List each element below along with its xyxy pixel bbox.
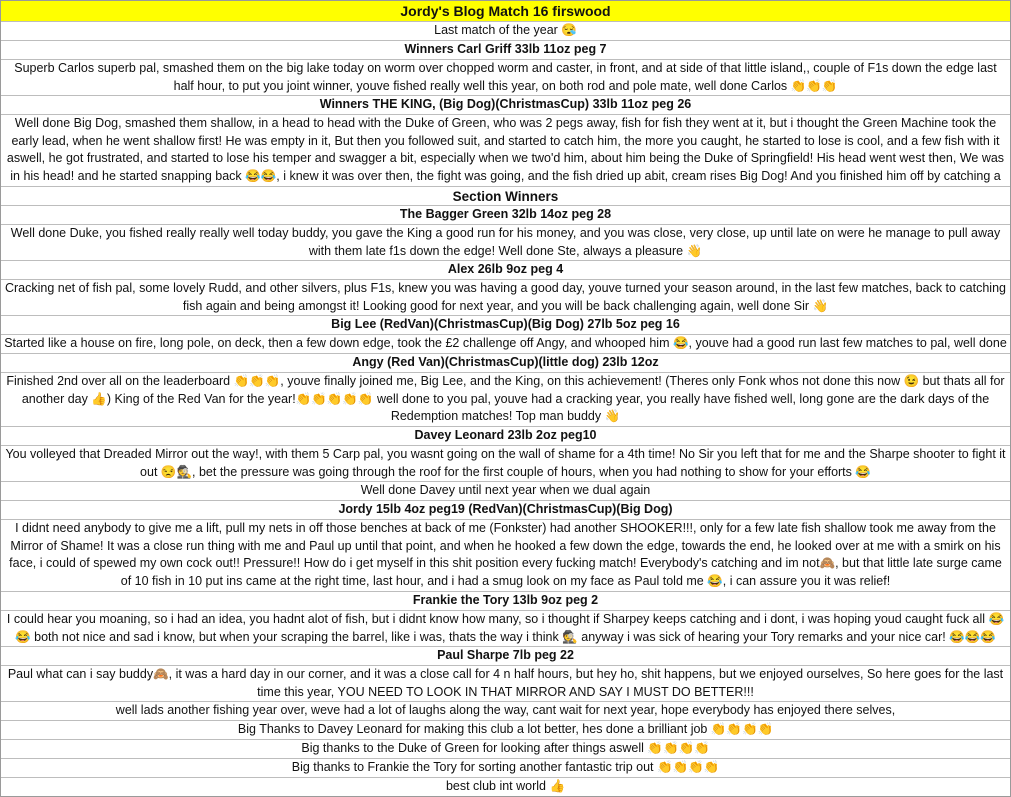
cell-text-frankie[interactable]: I could hear you moaning, so i had an idea, you hadnt alot of fish, but i didnt know how many, so i thought if Sharpey keeps catching and i dont, i was hoping youd caught fuck all 😂😂 both not nice and sad i know, but when your scraping the barrel, like i was, thats the way i think 🕵 anyway i was sick of hearing your Tory remarks and your nice car! 😂😂😂 <box>1 611 1010 647</box>
cell-heading-angy[interactable]: Angy (Red Van)(ChristmasCup)(little dog) 23lb 12oz <box>1 354 1010 373</box>
cell-heading-davey-leonard[interactable]: Davey Leonard 23lb 2oz peg10 <box>1 427 1010 446</box>
cell-text-bagger-green[interactable]: Well done Duke, you fished really really well today buddy, you gave the King a good run for his money, and you was close, very close, up until late on were he manage to pull away with them late f1s down the edge! Well done Ste, always a pleasure 👋 <box>1 225 1010 261</box>
cell-text-alex[interactable]: Cracking net of fish pal, some lovely Rudd, and other silvers, plus F1s, knew you was having a good day, youve turned your season around, in the last few matches, back to catching fish again and being amongst it! Looking good for next year, and you will be back challenging again, well done Sir 👋 <box>1 280 1010 316</box>
cell-heading-jordy[interactable]: Jordy 15lb 4oz peg19 (RedVan)(ChristmasCup)(Big Dog) <box>1 501 1010 520</box>
cell-text-angy[interactable]: Finished 2nd over all on the leaderboard 👏👏👏, youve finally joined me, Big Lee, and the King, on this achievement! (Theres only Fonk whos not done this now 😉 but thats all for another day 👍) King of the Red Van for the year!👏👏👏👏👏 well done to you pal, youve had a cracking year, you really have fished well, long gone are the dark days of the Redemption matches! Top man buddy 👋 <box>1 373 1010 427</box>
cell-text-davey-dual[interactable]: Well done Davey until next year when we dual again <box>1 482 1010 501</box>
cell-text-thanks-duke[interactable]: Big thanks to the Duke of Green for looking after things aswell 👏👏👏👏 <box>1 740 1010 759</box>
sheet-title-cell[interactable]: Jordy's Blog Match 16 firswood <box>1 0 1010 22</box>
cell-heading-the-king[interactable]: Winners THE KING, (Big Dog)(ChristmasCup) 33lb 11oz peg 26 <box>1 96 1010 115</box>
cell-text-thanks-davey[interactable]: Big Thanks to Davey Leonard for making this club a lot better, hes done a brilliant job 👏👏👏👏 <box>1 721 1010 740</box>
cell-text-thanks-frankie[interactable]: Big thanks to Frankie the Tory for sorting another fantastic trip out 👏👏👏👏 <box>1 759 1010 778</box>
cell-text-year-over[interactable]: well lads another fishing year over, weve had a lot of laughs along the way, cant wait for next year, hope everybody has enjoyed there selves, <box>1 702 1010 721</box>
cell-text-best-club[interactable]: best club int world 👍 <box>1 778 1010 797</box>
cell-text-davey-leonard[interactable]: You volleyed that Dreaded Mirror out the way!, with them 5 Carp pal, you wasnt going on the wall of shame for a 4th time! No Sir you left that for me and the Sharpe shooter to fight it out 😒🕵, bet the pressure was going through the roof for the first couple of hours, when you had nothing to show for your efforts 😂 <box>1 446 1010 482</box>
cell-heading-alex[interactable]: Alex 26lb 9oz peg 4 <box>1 261 1010 280</box>
cell-heading-carl-griff[interactable]: Winners Carl Griff 33lb 11oz peg 7 <box>1 41 1010 60</box>
cell-section-winners[interactable]: Section Winners <box>1 187 1010 206</box>
cell-heading-big-lee[interactable]: Big Lee (RedVan)(ChristmasCup)(Big Dog) 27lb 5oz peg 16 <box>1 316 1010 335</box>
cell-last-match[interactable]: Last match of the year 😪 <box>1 22 1010 41</box>
cell-heading-paul-sharpe[interactable]: Paul Sharpe 7lb peg 22 <box>1 647 1010 666</box>
cell-text-carl-griff[interactable]: Superb Carlos superb pal, smashed them on the big lake today on worm over chopped worm and caster, in front, and at side of that little island,, couple of F1s down the edge last half hour, to put you joint winner, youve fished really well this year, on both rod and pole mate, well done Carlos 👏👏👏 <box>1 60 1010 96</box>
cell-heading-bagger-green[interactable]: The Bagger Green 32lb 14oz peg 28 <box>1 206 1010 225</box>
cell-text-big-lee[interactable]: Started like a house on fire, long pole, on deck, then a few down edge, took the £2 challenge off Angy, and whooped him 😂, youve had a good run last few matches to pal, well done <box>1 335 1010 354</box>
cell-text-jordy[interactable]: I didnt need anybody to give me a lift, pull my nets in off those benches at back of me (Fonkster) had another SHOOKER!!!, only for a few late fish shallow took me away from the Mirror of Shame! It was a close run thing with me and Paul up until that point, and when he hooked a few down the edge, towards the end, he looked over at me with a smirk on his face, i could of spewed my own cock out!! Pressure!! How do i get myself in this shit position every fucking match! Everybody's catching and im not🙈, but that little late surge came of 10 fish in 10 put ins came at the right time, last hour, and i had a smug look on my face as Paul told me 😂, i can assure you it was relief! <box>1 520 1010 592</box>
cell-text-the-king[interactable]: Well done Big Dog, smashed them shallow, in a head to head with the Duke of Green, who was 2 pegs away, fish for fish they went at it, but i thought the Green Machine took the early lead, when he went shallow first! He was empty in it, But then you followed suit, and started to catch him, the more you caught, he started to lose is cool, and a few fish with it aswell, he got frustrated, and started to lose his temper and swagger a bit, especially when we two'd him, about him being the Duke of Springfield! His head went west then, We was in his head! and he started snapping back 😂😂, i knew it was over then, the fight was going, and the fish dried up abit, cream rises Big Dog! And you finished him off by catching a <box>1 115 1010 187</box>
cell-text-paul-sharpe[interactable]: Paul what can i say buddy🙈, it was a hard day in our corner, and it was a close call for 4 n half hours, but hey ho, shit happens, but we enjoyed ourselves, So here goes for the last time this year, YOU NEED TO LOOK IN THAT MIRROR AND SAY I MUST DO BETTER!!! <box>1 666 1010 702</box>
cell-heading-frankie[interactable]: Frankie the Tory 13lb 9oz peg 2 <box>1 592 1010 611</box>
